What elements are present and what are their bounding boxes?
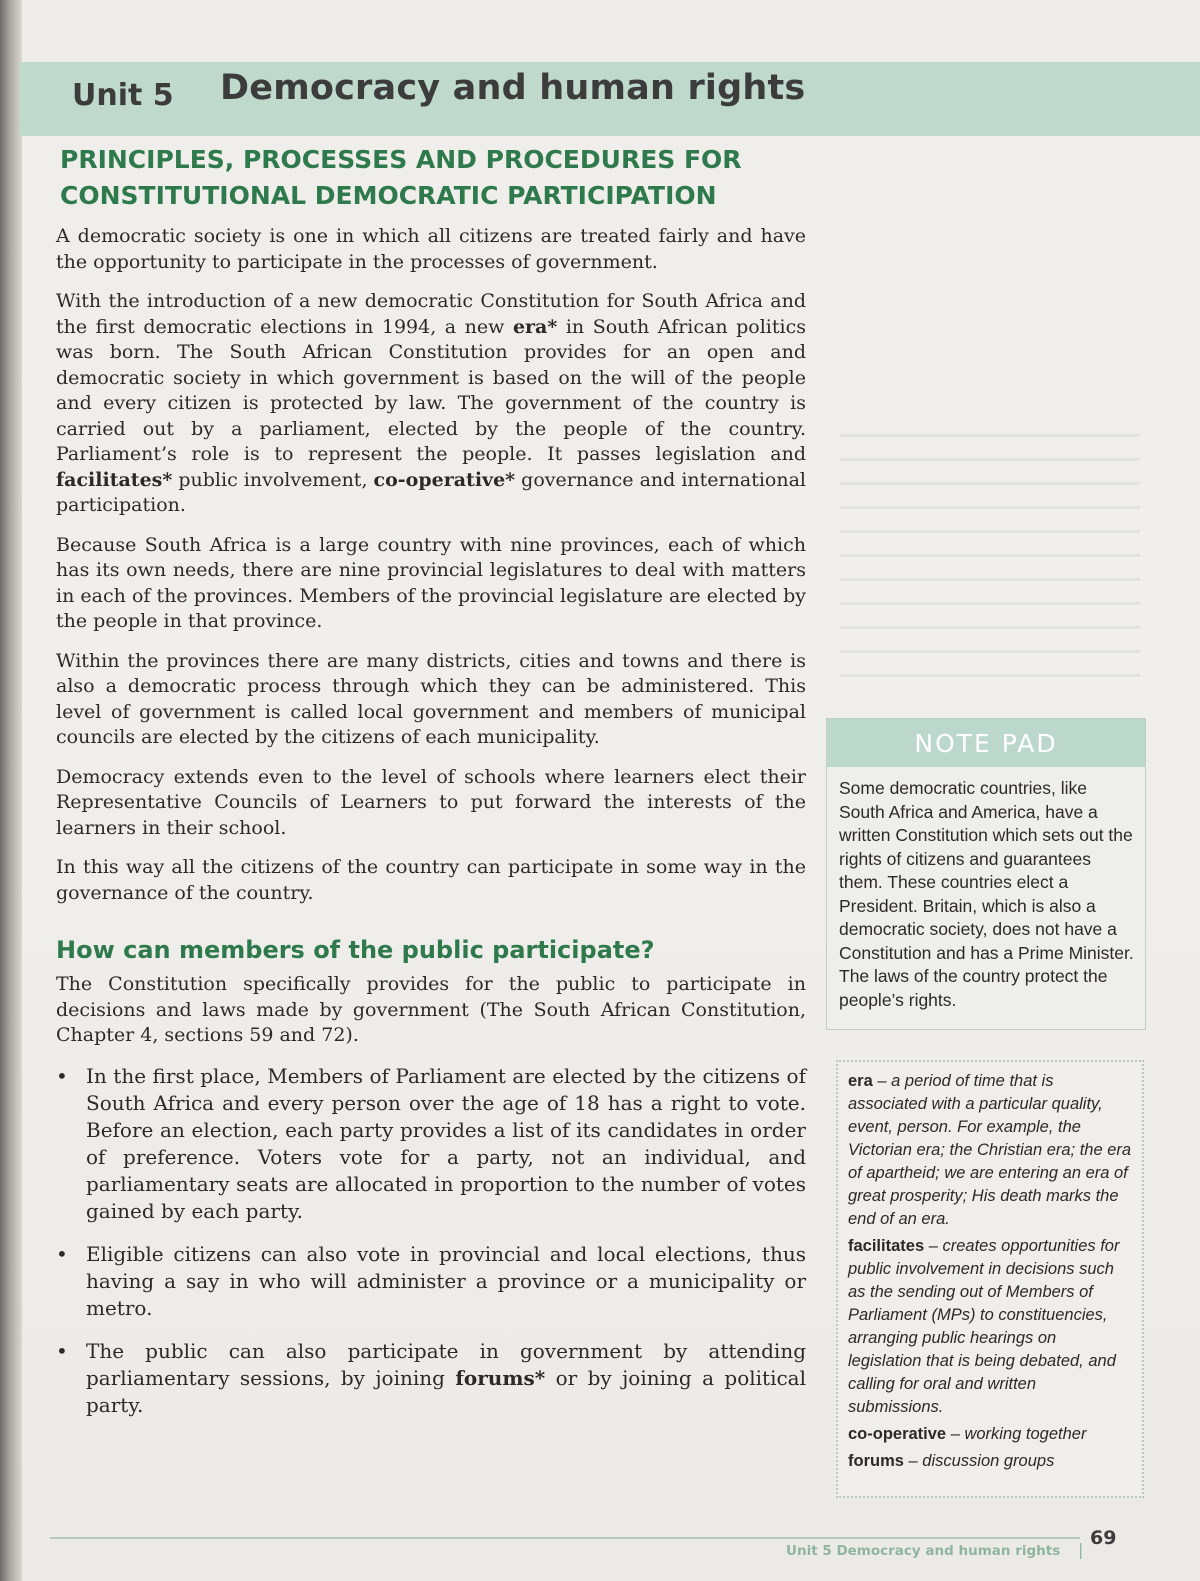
footer-rule [50,1537,1080,1539]
footer-running-title: Unit 5 Democracy and human rights [786,1543,1061,1559]
glossary-term: forums [848,1452,904,1470]
public-participation-heading: How can members of the public participate? [56,936,655,964]
glossary-entry-cooperative [848,1423,1132,1446]
book-spine-edge [0,0,22,1581]
term-facilitates: facilitates* [56,468,173,491]
section-heading-line-1: PRINCIPLES, PROCESSES AND PROCEDURES FOR [60,145,742,174]
term-forums: forums* [455,1365,546,1390]
footer-separator: | [1078,1540,1084,1559]
glossary-term: facilitates [848,1237,925,1255]
constitution-text-a: With the introduction of a new democratic Constitution for South Africa and the first democratic elections in 1994, a new [56,290,806,338]
list-item: • Eligible citizens can also vote in provincial and local elections, thus having a say in who will administer a province or a municipality or metro. [56,1241,806,1322]
intro-paragraph: A democratic society is one in which all citizens are treated fairly and have the opportunity to participate in the processes of government. [56,225,806,273]
glossary-definition: – discussion groups [903,1452,1055,1470]
constitution-text-c: public involvement, [172,468,374,491]
glossary-term: era [848,1072,873,1090]
page-number: 69 [1090,1527,1117,1549]
schools-paragraph: Democracy extends even to the level of schools where learners elect their Representative Councils of Learners to put forward the interests of the learners in their school. [56,765,806,839]
section-heading [60,142,806,214]
note-pad-text: Some democratic countries, like South Africa and America, have a written Constitution which sets out the rights of citizens and guarantees them. These countries elect a President. Britain, which is also a democratic society, does not have a Constitution and has a Prime Minister. The laws of the country protect the people’s rights. [839,778,1134,1010]
term-era: era* [512,315,558,338]
note-pad-box [826,718,1146,1030]
glossary-definition: – creates opportunities for public involvement in decisions such as the sending out of Members of Parliament (MPs) to constituencies, arranging public hearings on legislation that is being debated, and calling for oral and written submissions. [848,1237,1120,1416]
glossary-term: co-operative [848,1425,947,1443]
main-column [56,142,806,1435]
section-heading-line-2: CONSTITUTIONAL DEMOCRATIC PARTICIPATION [60,181,717,210]
glossary-box [836,1060,1144,1498]
list-item-text-b: or by joining a political party. [86,1365,806,1417]
glossary-definition: – working together [946,1425,1087,1443]
local-government-paragraph: Within the provinces there are many districts, cities and towns and there is also a democratic process through which they can be administered. This level of government is called local government and members of municipal councils are elected by the citizens of each municipality. [56,649,806,748]
unit-number: Unit 5 [72,78,174,113]
public-intro-paragraph: The Constitution specifically provides for the public to participate in decisions and laws made by government (The South African Constitution, Chapter 4, sections 59 and 72). [56,973,806,1046]
constitution-paragraph [56,289,806,519]
unit-title: Democracy and human rights [220,68,806,108]
list-item [56,1338,806,1419]
glossary-entry-forums [848,1450,1132,1473]
provinces-paragraph: Because South Africa is a large country with nine provinces, each of which has its own needs, there are nine provincial legislatures to deal with matters in each of the provinces. Members of the provincial legislature are elected by the people in that province. [56,533,806,632]
constitution-text-b: in South African politics was born. The South African Constitution provides for an open and democratic society in which government is based on the will of the people and every citizen is protected by law. The government of the country is carried out by a parliament, elected by the people of the country. Parliament’s role is to represent the people. It passes legislation and [56,315,806,465]
note-pad-title: NOTE PAD [827,719,1145,767]
bleed-through-text [840,420,1140,690]
list-item-text-a: The public can also participate in government by attending parliamentary sessions, by joining [86,1338,806,1390]
constitution-text-d: governance and international participation. [56,468,806,516]
glossary-entry-facilitates [848,1235,1132,1419]
summary-paragraph: In this way all the citizens of the country can participate in some way in the governance of the country. [56,856,806,904]
glossary-entry-era [848,1070,1132,1231]
glossary-definition: – a period of time that is associated with a particular quality, event, person. For example, the Victorian era; the Christian era; the era of apartheid; we are entering an era of great prosperity; His death marks the end of an era. [848,1072,1132,1228]
list-item: • In the first place, Members of Parliament are elected by the citizens of South Africa and every person over the age of 18 has a right to vote. Before an election, each party provides a list of its candidates in order of preference. Voters vote for a party, not an individual, and parliamentary seats are allocated in proportion to the number of votes gained by each party. [56,1063,806,1225]
participation-list [56,1063,806,1419]
term-cooperative: co-operative* [373,468,516,491]
